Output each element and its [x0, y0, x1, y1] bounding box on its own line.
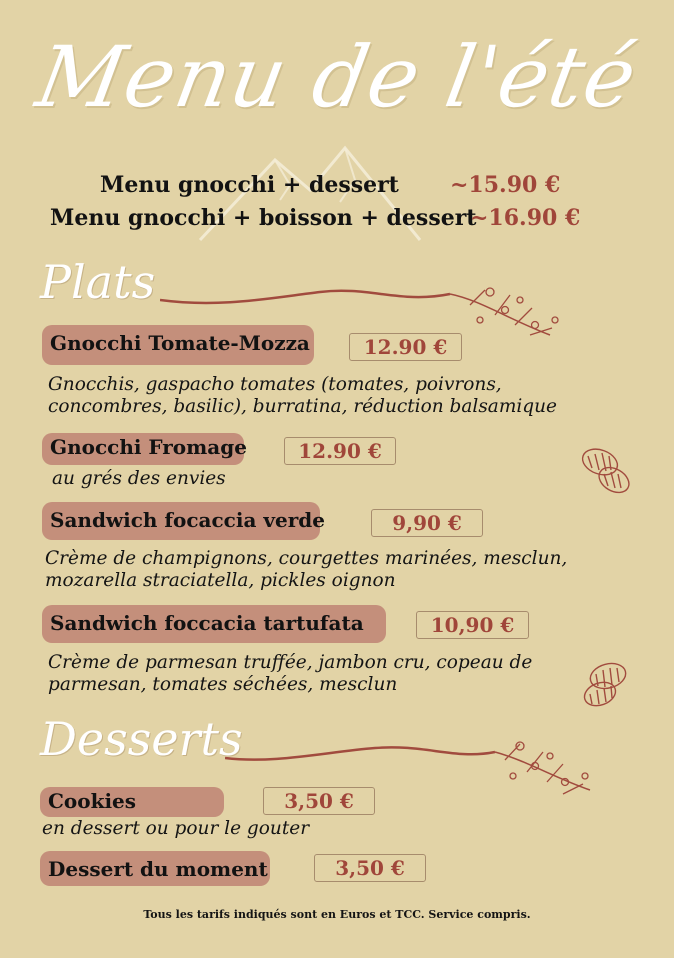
- item-name-dessert-du-moment: Dessert du moment: [40, 851, 270, 886]
- item-name-sandwich-foccacia-tartufata: Sandwich foccacia tartufata: [42, 605, 386, 643]
- item-price-dessert-du-moment: 3,50 €: [314, 854, 426, 882]
- item-name-gnocchi-tomate-mozza: Gnocchi Tomate-Mozza: [42, 325, 314, 365]
- combo-price-2: ~16.90 €: [470, 205, 581, 231]
- item-description-gnocchi-tomate-mozza: Gnocchis, gaspacho tomates (tomates, poivrons, concombres, basilic), burratina, réduction balsamique: [48, 374, 558, 417]
- item-name-gnocchi-fromage: Gnocchi Fromage: [42, 433, 244, 465]
- section-title-plats: Plats: [40, 255, 156, 309]
- item-price-sandwich-focaccia-verde: 9,90 €: [371, 509, 483, 537]
- item-description-sandwich-focaccia-verde: Crème de champignons, courgettes marinées, mesclun, mozarella straciatella, pickles oignon: [45, 548, 568, 591]
- combo-label-2: Menu gnocchi + boisson + dessert: [50, 205, 477, 231]
- item-description-cookies: en dessert ou pour le gouter: [42, 818, 310, 839]
- item-name-sandwich-focaccia-verde: Sandwich focaccia verde: [42, 502, 320, 540]
- combo-price-1: ~15.90 €: [450, 172, 561, 198]
- item-name-cookies: Cookies: [40, 787, 224, 817]
- item-price-gnocchi-tomate-mozza: 12.90 €: [349, 333, 462, 361]
- combo-label-1: Menu gnocchi + dessert: [100, 172, 399, 198]
- item-description-sandwich-foccacia-tartufata: Crème de parmesan truffée, jambon cru, copeau de parmesan, tomates séchées, mesclun: [48, 652, 533, 695]
- page-title: Menu de l'été: [29, 28, 645, 126]
- gnocchi-icon: [578, 444, 634, 496]
- item-price-sandwich-foccacia-tartufata: 10,90 €: [416, 611, 529, 639]
- item-price-cookies: 3,50 €: [263, 787, 375, 815]
- pricing-footnote: Tous les tarifs indiqués sont en Euros et TCC. Service compris.: [143, 908, 531, 921]
- section-title-desserts: Desserts: [40, 712, 243, 766]
- gnocchi-icon: [578, 658, 634, 710]
- item-price-gnocchi-fromage: 12.90 €: [284, 437, 396, 465]
- item-description-gnocchi-fromage: au grés des envies: [52, 468, 226, 489]
